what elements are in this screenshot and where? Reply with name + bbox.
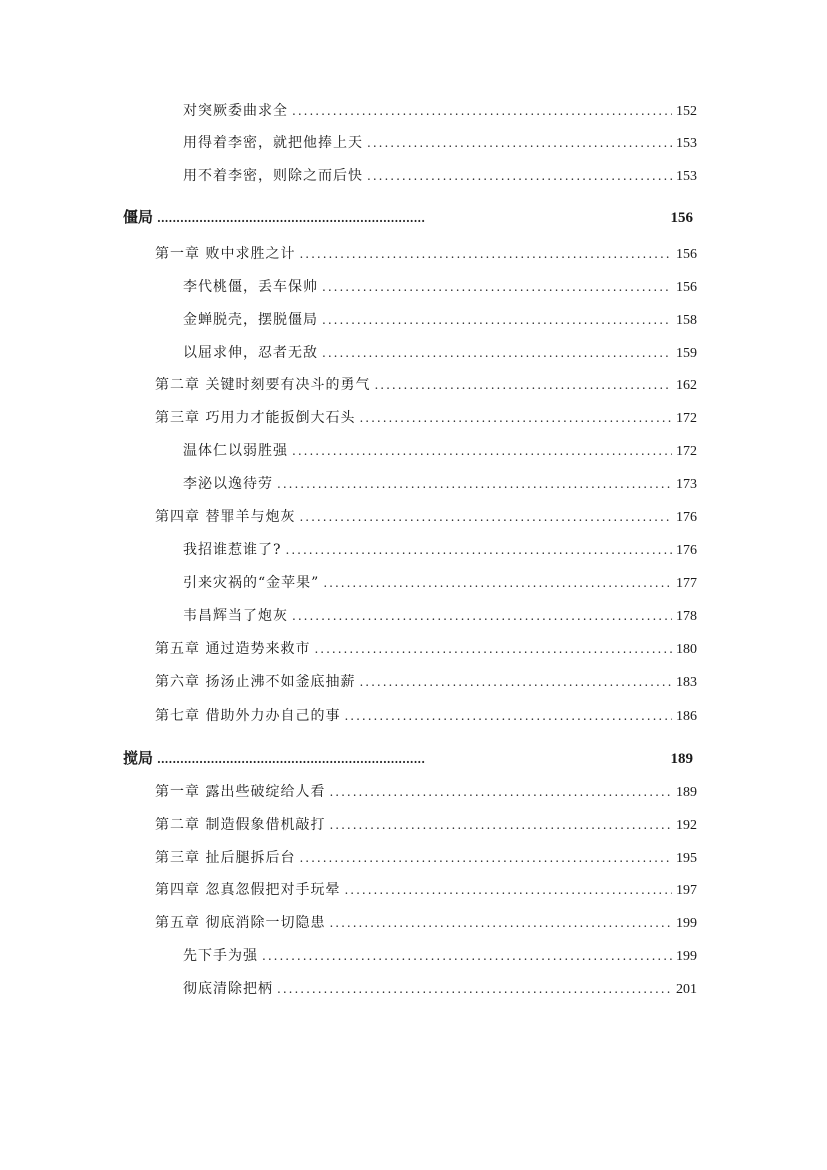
toc-part-page: 189 xyxy=(670,751,693,767)
leader-dots xyxy=(359,407,672,429)
toc-chapter-page: 186 xyxy=(676,709,697,724)
toc-chapter-title: 第五章 通过造势来救市 xyxy=(155,641,311,657)
leader-dots xyxy=(299,506,672,528)
toc-entry-page: 177 xyxy=(676,576,697,591)
toc-entry-page: 176 xyxy=(676,543,697,558)
toc-chapter-title: 第六章 扬汤止沸不如釜底抽薪 xyxy=(155,674,356,690)
leader-dots xyxy=(277,473,672,495)
toc-entry-page: 153 xyxy=(676,169,697,184)
toc-chapter[interactable] xyxy=(155,814,697,836)
toc-entry-title: 李泌以逸待劳 xyxy=(183,476,273,492)
toc-entry[interactable] xyxy=(183,440,697,462)
toc-chapter-title: 第四章 忽真忽假把对手玩晕 xyxy=(155,882,341,898)
toc-entry-page: 172 xyxy=(676,444,697,459)
leader-dots xyxy=(299,243,672,265)
toc-chapter-title: 第二章 制造假象借机敲打 xyxy=(155,817,326,833)
toc-entry[interactable] xyxy=(183,309,697,331)
toc-entry-title: 以屈求伸，忍者无敌 xyxy=(183,345,318,361)
toc-entry[interactable] xyxy=(183,276,697,298)
toc-entry[interactable] xyxy=(183,165,697,187)
toc-chapter[interactable] xyxy=(155,781,697,803)
toc-entry[interactable] xyxy=(183,945,697,967)
toc-entry[interactable] xyxy=(183,100,697,122)
leader-dots xyxy=(374,374,672,396)
leader-dots xyxy=(323,572,672,594)
toc-entry-title: 温体仁以弱胜强 xyxy=(183,443,288,459)
toc-chapter-page: 176 xyxy=(676,510,697,525)
toc-entry-title: 用得着李密，就把他捧上天 xyxy=(183,135,363,151)
toc-entry[interactable] xyxy=(183,132,697,154)
leader-dots xyxy=(157,749,425,769)
leader-dots xyxy=(292,605,672,627)
toc-entry-page: 173 xyxy=(676,477,697,492)
toc-part-title: 搅局 xyxy=(123,749,154,767)
toc-chapter-page: 192 xyxy=(676,818,697,833)
toc-entry-title: 我招谁惹谁了? xyxy=(183,542,282,558)
leader-dots xyxy=(292,100,672,122)
toc-chapter[interactable] xyxy=(155,506,697,528)
toc-entry-title: 彻底清除把柄 xyxy=(183,981,273,997)
leader-dots xyxy=(329,912,672,934)
toc-chapter-title: 第三章 扯后腿拆后台 xyxy=(155,850,296,866)
toc-entry-page: 178 xyxy=(676,609,697,624)
toc-entry-title: 金蝉脱壳，摆脱僵局 xyxy=(183,312,318,328)
toc-entry-page: 156 xyxy=(676,280,697,295)
leader-dots xyxy=(359,671,672,693)
toc-part-title: 僵局 xyxy=(123,208,154,226)
toc-chapter-page: 195 xyxy=(676,851,697,866)
toc-part[interactable] xyxy=(123,206,693,228)
toc-chapter[interactable] xyxy=(155,847,697,869)
toc-chapter-page: 183 xyxy=(676,675,697,690)
toc-entry-title: 对突厥委曲求全 xyxy=(183,103,288,119)
toc-chapter-title: 第三章 巧用力才能扳倒大石头 xyxy=(155,410,356,426)
toc-entry[interactable] xyxy=(183,605,697,627)
toc-chapter-title: 第一章 露出些破绽给人看 xyxy=(155,784,326,800)
toc-entry-page: 199 xyxy=(676,949,697,964)
toc-entry[interactable] xyxy=(183,978,697,1000)
leader-dots xyxy=(314,638,672,660)
toc-chapter-page: 199 xyxy=(676,916,697,931)
toc-entry[interactable] xyxy=(183,539,697,561)
toc-entry[interactable] xyxy=(183,473,697,495)
leader-dots xyxy=(367,132,672,154)
toc-chapter[interactable] xyxy=(155,243,697,265)
toc-chapter-title: 第一章 败中求胜之计 xyxy=(155,246,296,262)
toc-chapter-page: 189 xyxy=(676,785,697,800)
toc-entry-page: 159 xyxy=(676,346,697,361)
toc-entry-title: 韦昌辉当了炮灰 xyxy=(183,608,288,624)
toc-part[interactable] xyxy=(123,747,693,769)
toc-chapter-page: 162 xyxy=(676,378,697,393)
leader-dots xyxy=(329,781,672,803)
toc-entry-page: 201 xyxy=(676,982,697,997)
toc-entry-title: 引来灾祸的“金苹果” xyxy=(183,575,320,591)
toc-entry-page: 153 xyxy=(676,136,697,151)
toc-chapter-page: 156 xyxy=(676,247,697,262)
leader-dots xyxy=(292,440,672,462)
toc-chapter-page: 197 xyxy=(676,883,697,898)
toc-entry[interactable] xyxy=(183,572,697,594)
toc-chapter[interactable] xyxy=(155,638,697,660)
leader-dots xyxy=(299,847,672,869)
toc-chapter-title: 第七章 借助外力办自己的事 xyxy=(155,708,341,724)
toc-chapter-title: 第五章 彻底消除一切隐患 xyxy=(155,915,326,931)
toc-chapter-page: 172 xyxy=(676,411,697,426)
toc-chapter[interactable] xyxy=(155,374,697,396)
toc-entry-page: 158 xyxy=(676,313,697,328)
leader-dots xyxy=(344,705,672,727)
toc-chapter-title: 第二章 关键时刻要有决斗的勇气 xyxy=(155,377,371,393)
leader-dots xyxy=(322,276,672,298)
toc-chapter-page: 180 xyxy=(676,642,697,657)
toc-entry-title: 李代桃僵，丢车保帅 xyxy=(183,279,318,295)
toc-entry-title: 先下手为强 xyxy=(183,948,258,964)
toc-chapter[interactable] xyxy=(155,879,697,901)
toc-chapter[interactable] xyxy=(155,407,697,429)
toc-part-page: 156 xyxy=(670,210,693,226)
toc-entry-title: 用不着李密，则除之而后快 xyxy=(183,168,363,184)
leader-dots xyxy=(277,978,672,1000)
leader-dots xyxy=(262,945,672,967)
toc-chapter[interactable] xyxy=(155,705,697,727)
leader-dots xyxy=(322,342,672,364)
leader-dots xyxy=(329,814,672,836)
toc-entry-page: 152 xyxy=(676,104,697,119)
leader-dots xyxy=(322,309,672,331)
toc-chapter[interactable] xyxy=(155,671,697,693)
toc-chapter-title: 第四章 替罪羊与炮灰 xyxy=(155,509,296,525)
leader-dots xyxy=(344,879,672,901)
leader-dots xyxy=(286,539,672,561)
toc-entry[interactable] xyxy=(183,342,697,364)
leader-dots xyxy=(157,208,425,228)
toc-chapter[interactable] xyxy=(155,912,697,934)
leader-dots xyxy=(367,165,672,187)
